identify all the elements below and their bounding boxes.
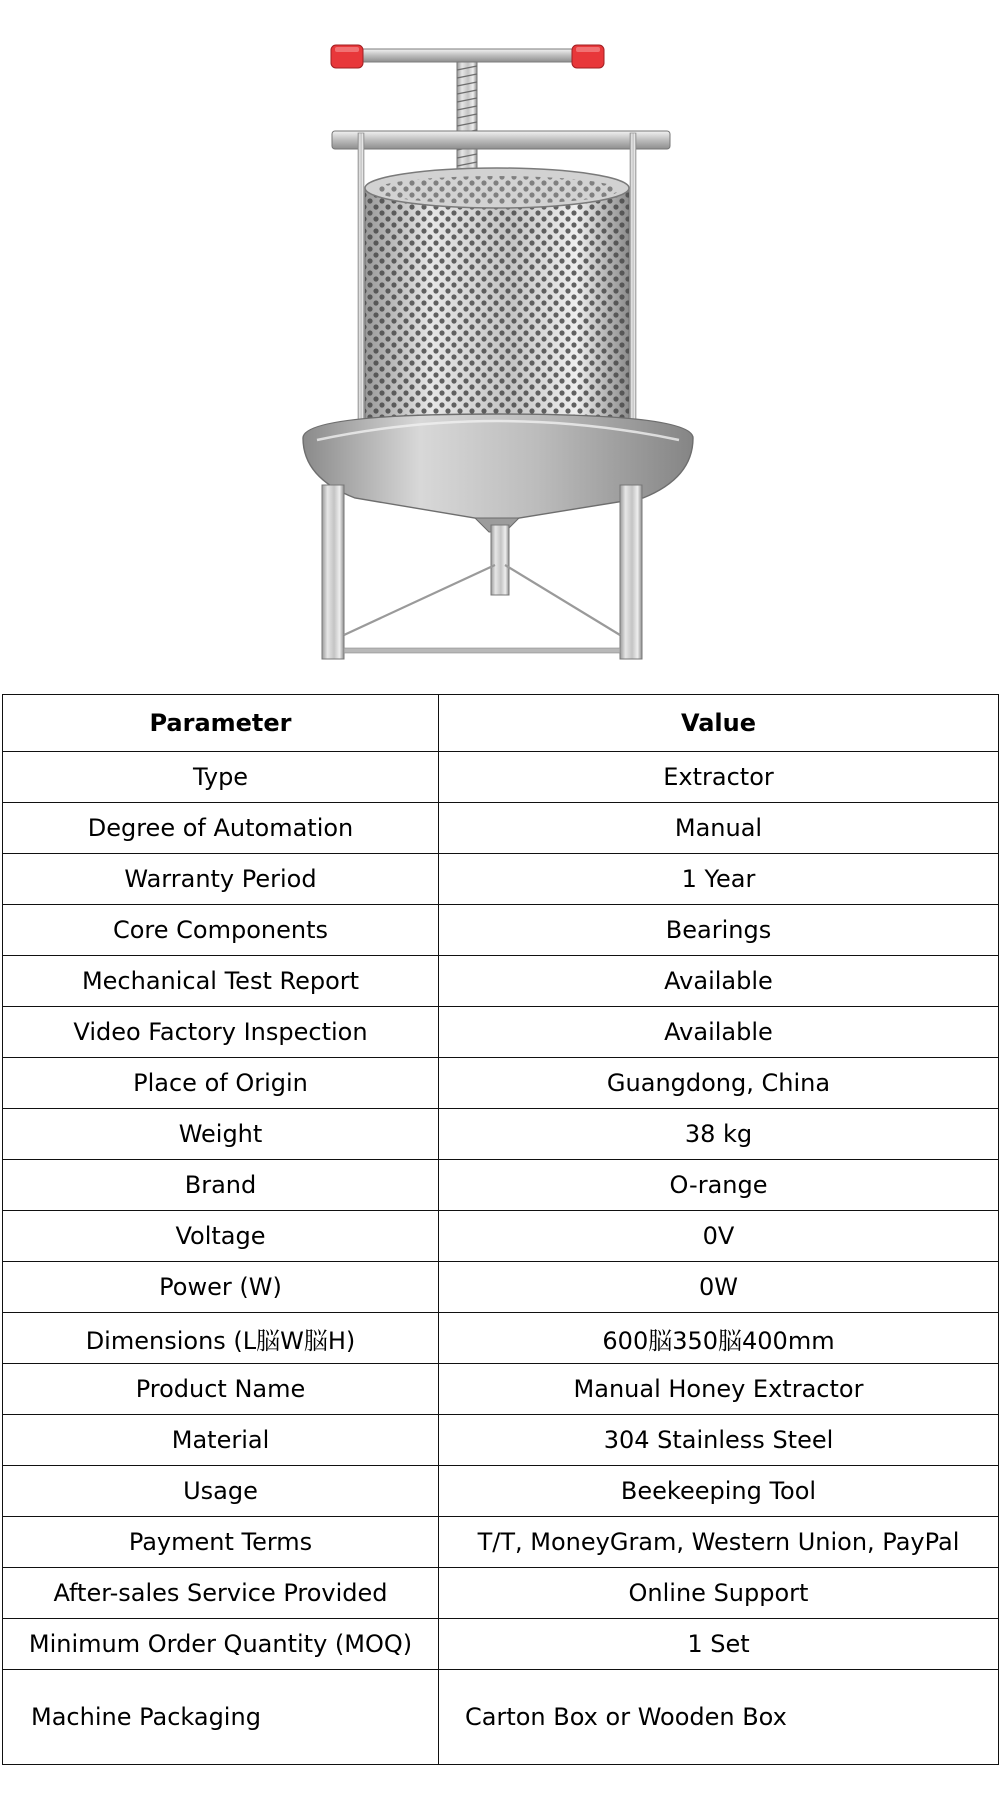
- parameter-cell: Video Factory Inspection: [3, 1007, 439, 1058]
- value-cell: 0W: [439, 1262, 999, 1313]
- table-row: [3, 1211, 999, 1262]
- parameter-cell: Warranty Period: [3, 854, 439, 905]
- table-row: [3, 1160, 999, 1211]
- value-cell: T/T, MoneyGram, Western Union, PayPal: [439, 1517, 999, 1568]
- parameter-cell: Machine Packaging: [3, 1670, 439, 1765]
- parameter-cell: Mechanical Test Report: [3, 956, 439, 1007]
- table-row: [3, 803, 999, 854]
- value-cell: Online Support: [439, 1568, 999, 1619]
- value-cell: 38 kg: [439, 1109, 999, 1160]
- parameter-cell: Material: [3, 1415, 439, 1466]
- table-row: [3, 1619, 999, 1670]
- table-row: [3, 1262, 999, 1313]
- parameter-header: Parameter: [3, 695, 439, 752]
- table-row: [3, 1058, 999, 1109]
- screw-shaft: [457, 62, 477, 182]
- value-cell: 304 Stainless Steel: [439, 1415, 999, 1466]
- value-cell: Carton Box or Wooden Box: [439, 1670, 999, 1765]
- value-cell: 0V: [439, 1211, 999, 1262]
- table-header-row: [3, 695, 999, 752]
- value-cell: Available: [439, 956, 999, 1007]
- table-row: [3, 1568, 999, 1619]
- parameter-cell: Type: [3, 752, 439, 803]
- value-header: Value: [439, 695, 999, 752]
- table-row: [3, 1670, 999, 1765]
- table-row: [3, 1109, 999, 1160]
- parameter-cell: Voltage: [3, 1211, 439, 1262]
- table-row: [3, 905, 999, 956]
- parameter-cell: After-sales Service Provided: [3, 1568, 439, 1619]
- table-row: [3, 1364, 999, 1415]
- value-cell: Guangdong, China: [439, 1058, 999, 1109]
- value-cell: Manual: [439, 803, 999, 854]
- value-cell: 600脳350脳400mm: [439, 1313, 999, 1364]
- table-row: [3, 1415, 999, 1466]
- parameter-cell: Dimensions (L脳W脳H): [3, 1313, 439, 1364]
- value-cell: Manual Honey Extractor: [439, 1364, 999, 1415]
- parameter-cell: Weight: [3, 1109, 439, 1160]
- table-row: [3, 1466, 999, 1517]
- table-row: [3, 956, 999, 1007]
- specification-table: [2, 694, 999, 1765]
- value-cell: 1 Set: [439, 1619, 999, 1670]
- parameter-cell: Payment Terms: [3, 1517, 439, 1568]
- parameter-cell: Place of Origin: [3, 1058, 439, 1109]
- parameter-cell: Core Components: [3, 905, 439, 956]
- parameter-cell: Usage: [3, 1466, 439, 1517]
- value-cell: Bearings: [439, 905, 999, 956]
- parameter-cell: Degree of Automation: [3, 803, 439, 854]
- parameter-cell: Product Name: [3, 1364, 439, 1415]
- product-image: [295, 30, 705, 670]
- value-cell: O-range: [439, 1160, 999, 1211]
- value-cell: Beekeeping Tool: [439, 1466, 999, 1517]
- table-row: [3, 752, 999, 803]
- table-row: [3, 1313, 999, 1364]
- crossbar: [332, 131, 670, 149]
- table-row: [3, 1517, 999, 1568]
- value-cell: 1 Year: [439, 854, 999, 905]
- table-row: [3, 854, 999, 905]
- table-row: [3, 1007, 999, 1058]
- parameter-cell: Minimum Order Quantity (MOQ): [3, 1619, 439, 1670]
- value-cell: Extractor: [439, 752, 999, 803]
- parameter-cell: Brand: [3, 1160, 439, 1211]
- parameter-cell: Power (W): [3, 1262, 439, 1313]
- value-cell: Available: [439, 1007, 999, 1058]
